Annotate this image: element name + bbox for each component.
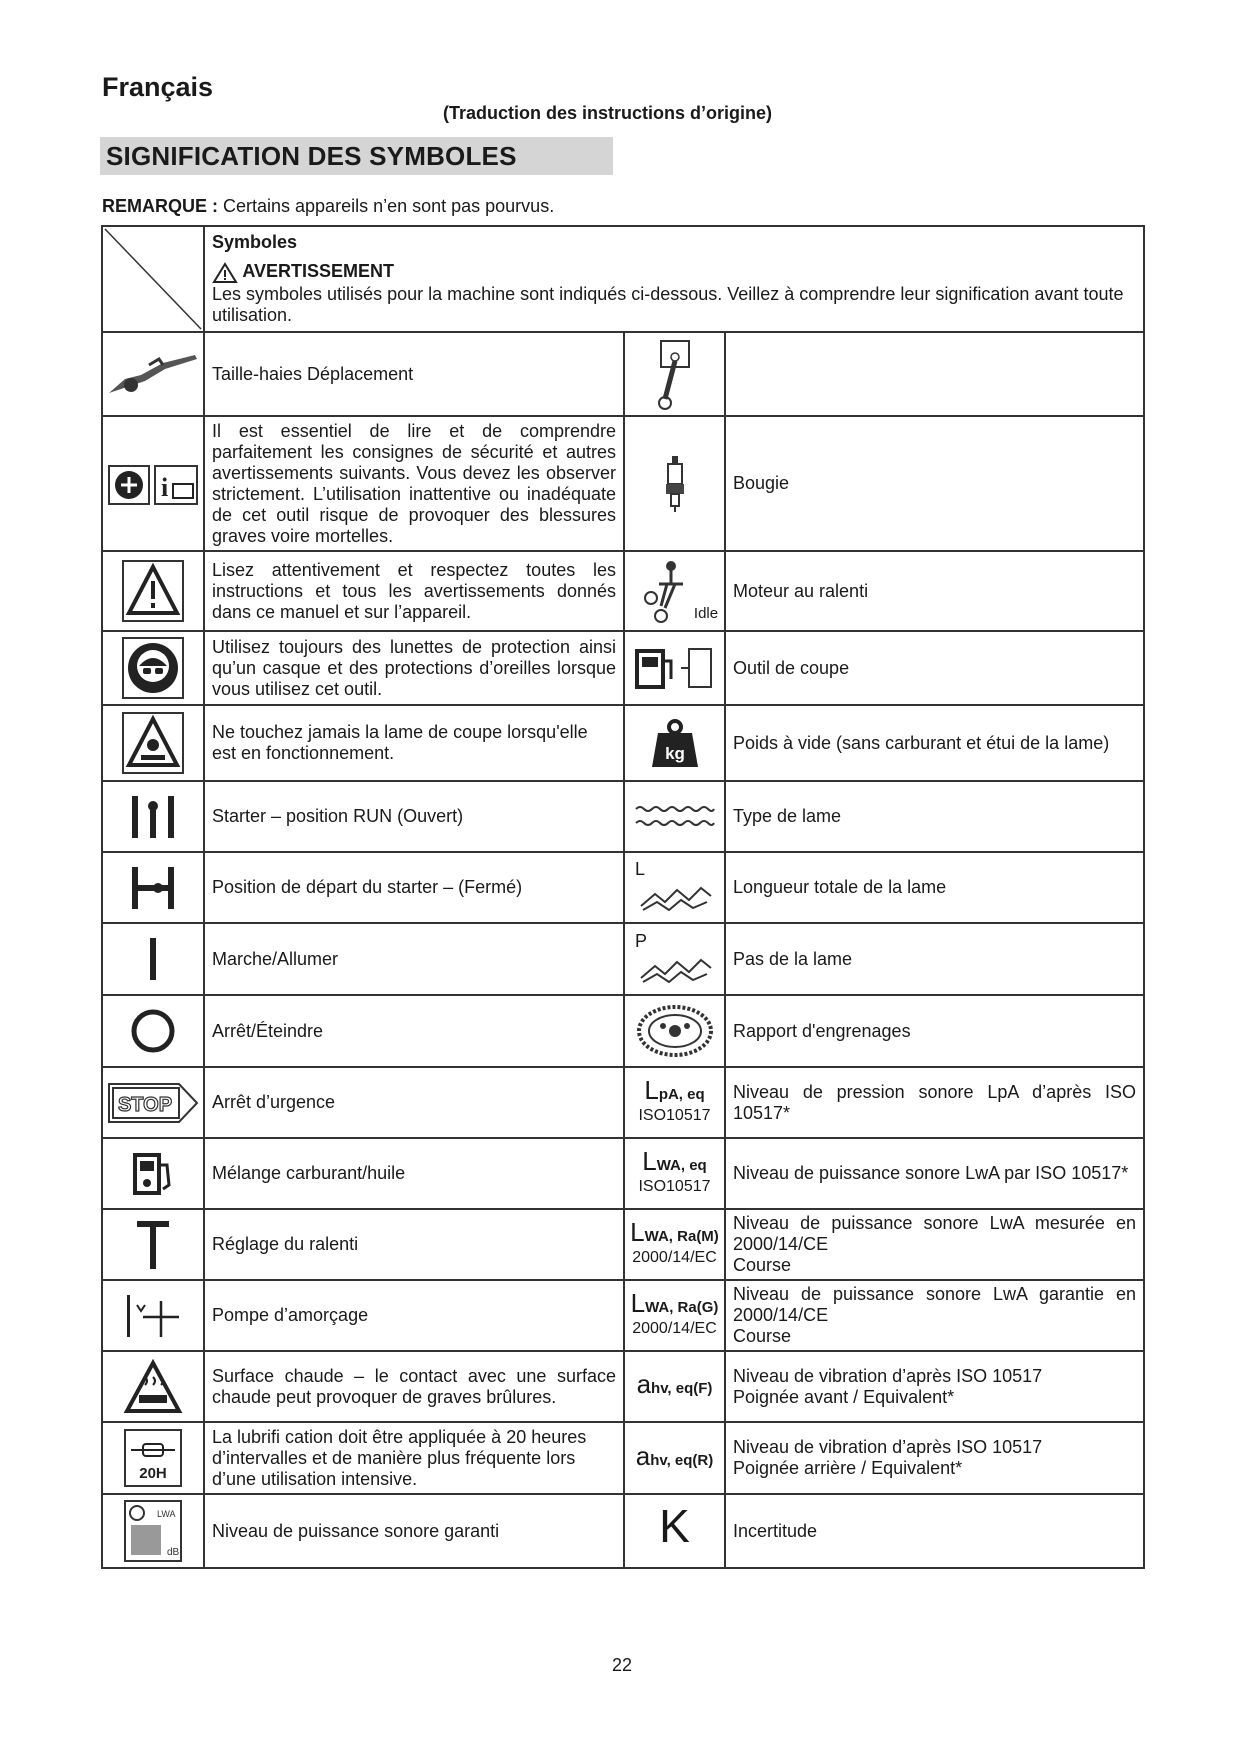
table-row [102, 551, 1144, 631]
primer-pump-icon [102, 1280, 204, 1351]
table-row [102, 1494, 1144, 1568]
sound-pressure-symbol [624, 1067, 725, 1138]
row-5-right-text: Type de lame [725, 781, 1144, 852]
warning-label: AVERTISSEMENT [242, 261, 395, 282]
row-9-right-text: Niveau de pression sonore LpA d’après ISO 10517* [725, 1067, 1144, 1138]
row-0-left-text: Taille-haies Déplacement [204, 332, 624, 416]
table-row [102, 1280, 1144, 1351]
row-4-right-text: Poids à vide (sans carburant et étui de la lame) [725, 705, 1144, 781]
fuel-mix-icon [102, 1138, 204, 1209]
blade-pitch-label: P [635, 930, 648, 951]
row-13-right-text: Niveau de vibration d’après ISO 10517 [733, 1365, 1043, 1386]
guaranteed-std: 2000/14/EC [632, 1319, 717, 1337]
page-number: 22 [612, 1655, 633, 1675]
table-row [102, 1422, 1144, 1494]
row-12-right-cell [725, 1280, 1144, 1351]
guaranteed-sub: WA, Ra(G) [645, 1298, 719, 1316]
diagonal-cell [102, 226, 204, 332]
sound-power-sub: WA, eq [656, 1156, 707, 1174]
table-header-row [102, 226, 1144, 332]
row-3-left-text: Utilisez toujours des lunettes de protection ainsi qu’un casque et des protections d’oreilles lorsque vous utilisez cet outil. [204, 631, 624, 705]
table-row [102, 705, 1144, 781]
table-row [102, 416, 1144, 551]
sound-pressure-sub: pA, eq [658, 1085, 705, 1103]
measured-std: 2000/14/EC [632, 1248, 717, 1266]
row-14-right-text: Niveau de vibration d’après ISO 10517 [733, 1437, 1043, 1457]
vibration-front-main: a [636, 1369, 652, 1399]
remark [102, 196, 554, 217]
guaranteed-main: L [630, 1287, 646, 1318]
remark-text: Certains appareils n’en sont pas pourvus. [218, 196, 555, 216]
table-row [102, 1138, 1144, 1209]
row-14-right-cell [725, 1422, 1144, 1494]
kg-label: kg [664, 744, 685, 763]
blade-type-icon [624, 781, 725, 852]
spark-plug-icon [624, 416, 725, 551]
row-1-right-text: Bougie [725, 416, 1144, 551]
row-5-left-text: Starter – position RUN (Ouvert) [204, 781, 624, 852]
read-manual-icon [102, 416, 204, 551]
twenty-hours-label: 20H [139, 1465, 167, 1482]
table-row [102, 852, 1144, 923]
row-3-right-text: Outil de coupe [725, 631, 1144, 705]
stop-label: STOP [117, 1093, 173, 1116]
sound-power-measured-symbol [624, 1209, 725, 1280]
row-0-right-text [725, 332, 1144, 416]
piston-icon [624, 332, 725, 416]
language-heading: Français [102, 72, 214, 102]
choke-closed-icon [102, 852, 204, 923]
off-symbol-icon [102, 995, 204, 1067]
row-11-right-extra: Course [733, 1255, 792, 1275]
sound-power-symbol [624, 1138, 725, 1209]
row-11-right-cell [725, 1209, 1144, 1280]
sound-pressure-main: L [644, 1074, 659, 1105]
row-6-left-text: Position de départ du starter – (Fermé) [204, 852, 624, 923]
row-9-left-text: Arrêt d’urgence [204, 1067, 624, 1138]
warning-line [212, 261, 1136, 283]
table-row [102, 781, 1144, 852]
measured-sub: WA, Ra(M) [644, 1227, 719, 1245]
guaranteed-sound-power-icon [102, 1494, 204, 1568]
symbols-title: Symboles [212, 232, 298, 253]
table-row [102, 332, 1144, 416]
on-symbol-icon [102, 923, 204, 995]
row-13-left-text: Surface chaude – le contact avec une surface chaude peut provoquer de graves brûlures. [204, 1351, 624, 1422]
hot-surface-icon [102, 1351, 204, 1422]
sound-power-guaranteed-symbol [624, 1280, 725, 1351]
sound-power-std: ISO10517 [638, 1177, 711, 1195]
uncertainty-k: K [659, 1499, 690, 1552]
db-label: dB [167, 1547, 180, 1558]
symbols-table [101, 225, 1145, 1569]
vibration-rear-symbol [624, 1422, 725, 1494]
hedge-trimmer-icon [102, 332, 204, 416]
warning-text: Les symboles utilisés pour la machine sont indiqués ci-dessous. Veillez à comprendre leur signification avant toute utilisation. [212, 283, 1124, 325]
sound-pressure-std: ISO10517 [638, 1106, 711, 1124]
lubrication-icon [102, 1422, 204, 1494]
vibration-rear-sub: hv, eq(R) [650, 1451, 714, 1469]
idle-adjust-icon [102, 1209, 204, 1280]
table-row [102, 1351, 1144, 1422]
table-row [102, 995, 1144, 1067]
row-12-right-extra: Course [733, 1326, 792, 1346]
vibration-front-symbol [624, 1351, 725, 1422]
row-8-left-text: Arrêt/Éteindre [204, 995, 624, 1067]
row-4-left-text: Ne touchez jamais la lame de coupe lorsqu'elle est en fonctionnement. [204, 705, 624, 781]
table-row [102, 1067, 1144, 1138]
cutting-tool-icon [624, 631, 725, 705]
emergency-stop-icon [102, 1067, 204, 1138]
uncertainty-symbol [624, 1494, 725, 1568]
row-6-right-text: Longueur totale de la lame [725, 852, 1144, 923]
table-row [102, 923, 1144, 995]
remark-label: REMARQUE : [102, 196, 218, 216]
protective-gear-icon [102, 631, 204, 705]
row-2-left-text: Lisez attentivement et respectez toutes les instructions et tous les avertissements donnés dans ce manuel et sur l’appareil. [204, 551, 624, 631]
row-12-left-text: Pompe d’amorçage [204, 1280, 624, 1351]
idle-label: Idle [693, 605, 719, 622]
choke-open-icon [102, 781, 204, 852]
row-14-right-extra: Poignée arrière / Equivalent* [733, 1458, 963, 1478]
blade-length-label: L [635, 859, 646, 879]
table-header-cell [204, 226, 1144, 332]
row-13-right-extra: Poignée avant / Equivalent* [733, 1386, 955, 1407]
vibration-rear-main: a [635, 1440, 651, 1471]
table-row [102, 631, 1144, 705]
row-2-right-text: Moteur au ralenti [725, 551, 1144, 631]
row-13-right-cell [725, 1351, 1144, 1422]
blade-pitch-icon [624, 923, 725, 995]
row-15-left-text: Niveau de puissance sonore garanti [204, 1494, 624, 1568]
gear-ratio-icon [624, 995, 725, 1067]
engine-idle-icon [624, 551, 725, 631]
row-12-right-text: Niveau de puissance sonore LwA garantie en 2000/14/CE [733, 1284, 1137, 1325]
row-7-left-text: Marche/Allumer [204, 923, 624, 995]
row-8-right-text: Rapport d'engrenages [725, 995, 1144, 1067]
blade-hazard-icon [102, 705, 204, 781]
vibration-front-sub: hv, eq(F) [651, 1380, 713, 1397]
caution-triangle-icon [102, 551, 204, 631]
measured-main: L [630, 1216, 645, 1247]
row-11-right-text: Niveau de puissance sonore LwA mesurée en 2000/14/CE [733, 1213, 1137, 1254]
row-15-right-text: Incertitude [725, 1494, 1144, 1568]
translation-subtitle: (Traduction des instructions d’origine) [443, 103, 773, 123]
sound-power-main: L [642, 1145, 657, 1176]
row-10-left-text: Mélange carburant/huile [204, 1138, 624, 1209]
svg-text:i: i [161, 472, 169, 502]
blade-length-icon [624, 852, 725, 923]
warning-triangle-icon [212, 262, 238, 284]
row-10-right-text: Niveau de puissance sonore LwA par ISO 10517* [725, 1138, 1144, 1209]
lwa-label: LWA [157, 1509, 176, 1519]
weight-icon [624, 705, 725, 781]
section-title: SIGNIFICATION DES SYMBOLES [100, 137, 613, 175]
row-11-left-text: Réglage du ralenti [204, 1209, 624, 1280]
table-row [102, 1209, 1144, 1280]
row-1-left-text: Il est essentiel de lire et de comprendre parfaitement les consignes de sécurité et autres avertissements suivants. Vous devez les observer strictement. L’utilisation inattentive ou inadéquate de cet outil risque de provoquer des blessures graves voire mortelles. [204, 416, 624, 551]
diagonal-line-icon [103, 227, 203, 331]
row-7-right-text: Pas de la lame [725, 923, 1144, 995]
row-14-left-text: La lubrifi cation doit être appliquée à 20 heures d’intervalles et de manière plus fréquente lors d’une utilisation intensive. [204, 1422, 624, 1494]
